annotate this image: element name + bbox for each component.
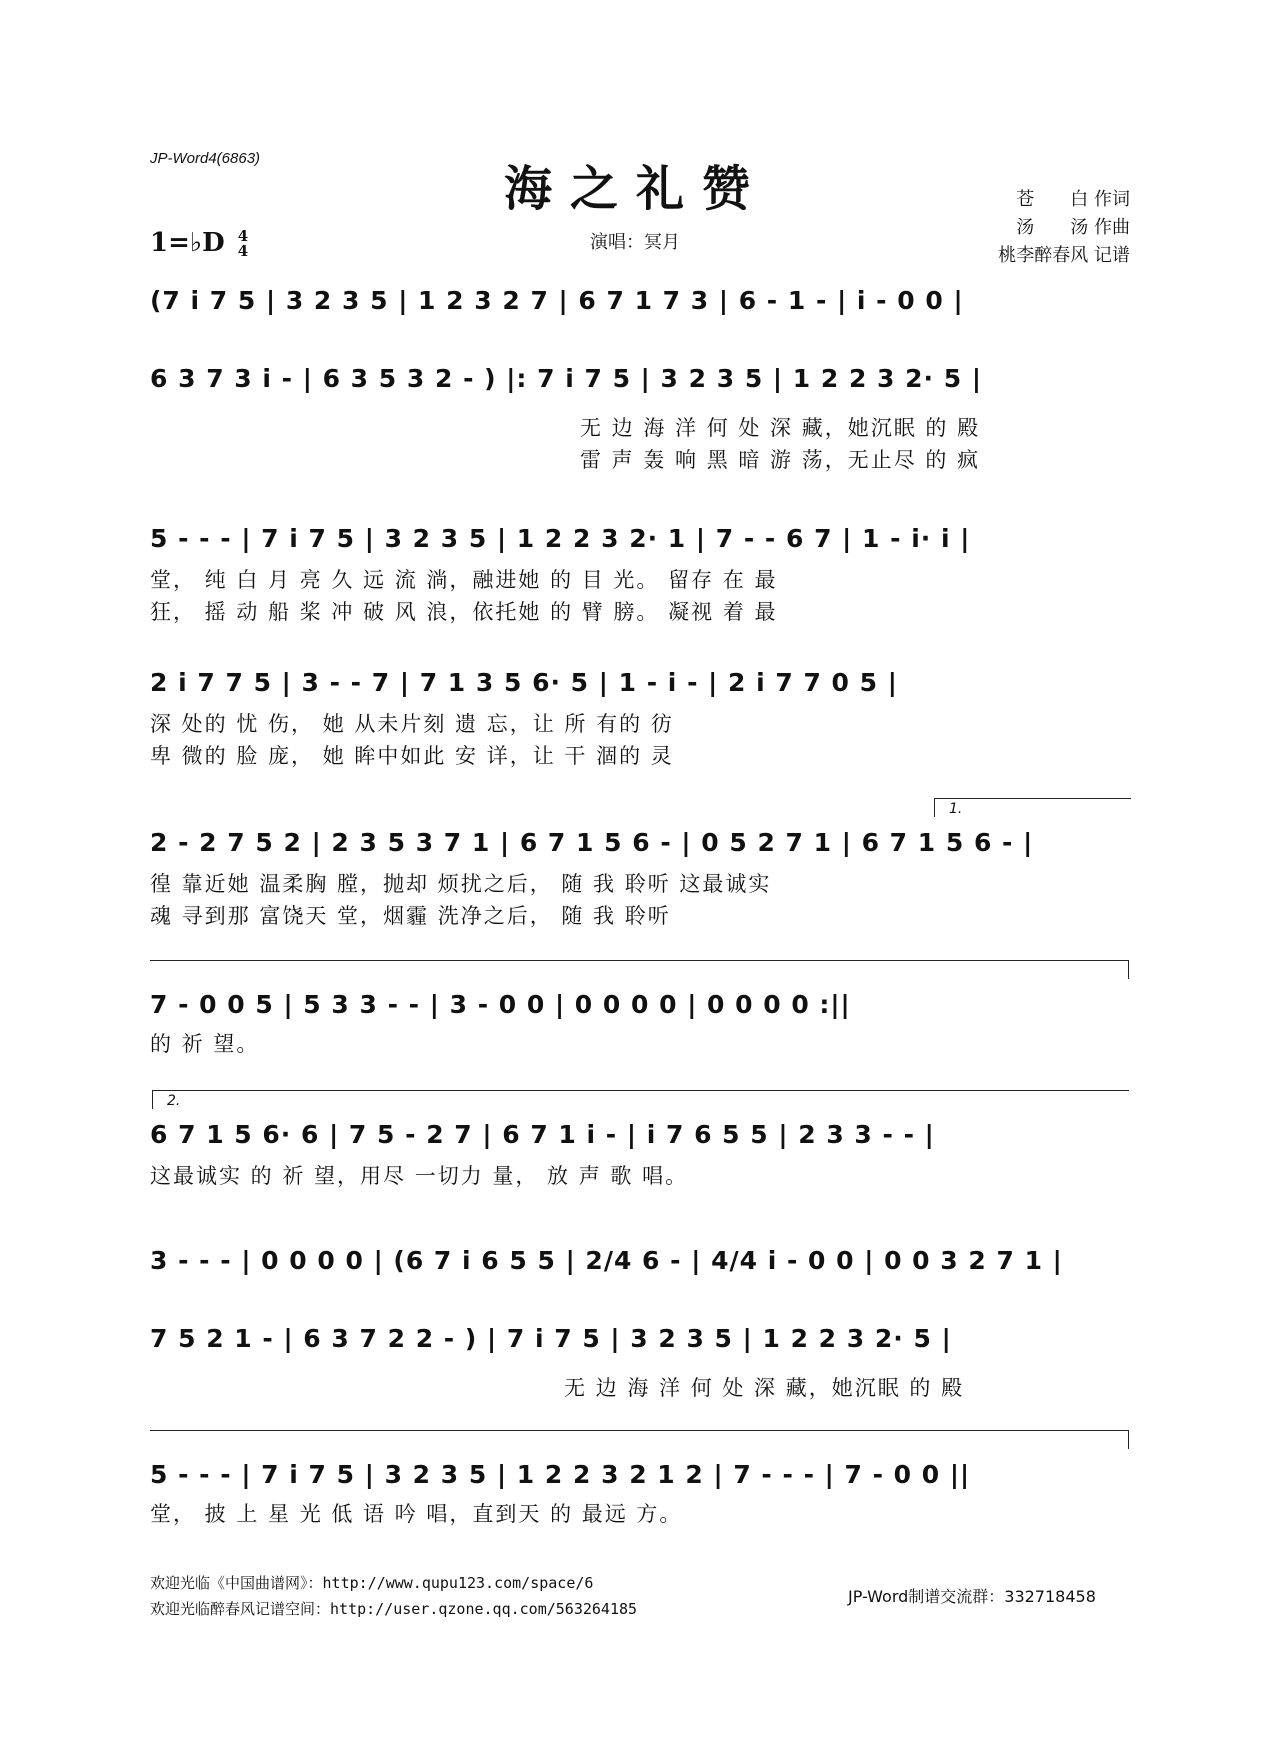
lyric-line-2-verse2: 雷 声 轰 响 黑 暗 游 荡，无止尽 的 疯 [580,448,981,472]
volta-label-2: 2. [167,1093,181,1109]
score-line-4: 2 i 7 7 5 | 3 - - 7 | 7 1 3 5 6· 5 | 1 - i - | 2 i 7 7 0 5 | [150,668,898,697]
score-line-7: 6 7 1 5 6· 6 | 7 5 - 2 7 | 6 7 1 i - | i 7 6 5 5 | 2 3 3 - - | [150,1120,935,1149]
footer-space-link: 欢迎光临醉春风记谱空间：http://user.qzone.qq.com/563264185 [150,1600,638,1618]
lyric-line-4-verse2: 卑 微的 脸 庞， 她 眸中如此 安 详，让 干 涸的 灵 [150,744,674,768]
volta-bracket-2 [152,1090,1129,1109]
transcriber-credit: 桃李醉春风 记谱 [998,245,1130,266]
time-signature [238,229,248,259]
lyric-line-5-verse1: 徨 靠近她 温柔胸 膛，抛却 烦扰之后， 随 我 聆听 这最诚实 [150,872,772,896]
score-line-10: 5 - - - | 7 i 7 5 | 3 2 3 5 | 1 2 2 3 2 1 2 | 7 - - - | 7 - 0 0 || [150,1460,971,1489]
lyric-line-3-verse1: 堂， 纯 白 月 亮 久 远 流 淌，融进她 的 目 光。 留存 在 最 [150,568,778,592]
lyric-line-4-verse1: 深 处的 忧 伤， 她 从未片刻 遗 忘，让 所 有的 彷 [150,712,674,736]
lyric-line-2-verse1: 无 边 海 洋 何 处 深 藏，她沉眠 的 殿 [580,416,981,440]
footer-group: JP-Word制谱交流群：332718458 [848,1587,1096,1606]
volta-bracket-1 [934,798,1131,817]
credits-block [950,186,1130,270]
meter-bottom: 4 [237,242,249,260]
lyric-line-9: 无 边 海 洋 何 处 深 藏，她沉眠 的 殿 [564,1376,965,1400]
volta-label-1: 1. [949,801,963,817]
footer-site-link: 欢迎光临《中国曲谱网》：http://www.qupu123.com/space/6 [150,1574,594,1592]
score-line-6: 7 - 0 0 5 | 5 3 3 - - | 3 - 0 0 | 0 0 0 0 | 0 0 0 0 :|| [150,990,851,1019]
key-label: 1=♭D [150,228,225,258]
lyric-line-6: 的 祈 望。 [150,1032,260,1056]
lyricist-credit: 苍 白 作词 [1016,189,1130,210]
score-line-5: 2 - 2 7 5 2 | 2 3 5 3 7 1 | 6 7 1 5 6 - | 0 5 2 7 1 | 6 7 1 5 6 - | [150,828,1034,857]
lyric-line-10: 堂， 披 上 星 光 低 语 吟 唱，直到天 的 最远 方。 [150,1502,683,1526]
key-signature [150,228,248,259]
software-label: JP-Word4(6863) [150,150,261,167]
end-bracket [150,1430,1129,1449]
singer-credit: 演唱：冥月 [590,232,680,253]
lyric-line-7: 这最诚实 的 祈 望，用尽 一切力 量， 放 声 歌 唱。 [150,1164,689,1188]
volta-bracket-1-continued [150,960,1129,979]
meter-top: 4 [237,227,249,245]
score-line-8: 3 - - - | 0 0 0 0 | (6 7 i 6 5 5 | 2/4 6 - | 4/4 i - 0 0 | 0 0 3 2 7 1 | [150,1246,1063,1275]
score-line-1: (7 i 7 5 | 3 2 3 5 | 1 2 3 2 7 | 6 7 1 7 3 | 6 - 1 - | i - 0 0 | [150,286,964,315]
song-title: 海之礼赞 [503,161,768,217]
score-line-3: 5 - - - | 7 i 7 5 | 3 2 3 5 | 1 2 2 3 2· 1 | 7 - - 6 7 | 1 - i· i | [150,524,971,553]
score-line-2: 6 3 7 3 i - | 6 3 5 3 2 - ) |: 7 i 7 5 | 3 2 3 5 | 1 2 2 3 2· 5 | [150,364,982,393]
lyric-line-5-verse2: 魂 寻到那 富饶天 堂，烟霾 洗净之后， 随 我 聆听 [150,904,671,928]
score-line-9: 7 5 2 1 - | 6 3 7 2 2 - ) | 7 i 7 5 | 3 2 3 5 | 1 2 2 3 2· 5 | [150,1324,952,1353]
lyric-line-3-verse2: 狂， 摇 动 船 桨 冲 破 风 浪，依托她 的 臂 膀。 凝视 着 最 [150,600,778,624]
composer-credit: 汤 汤 作曲 [1016,217,1130,238]
